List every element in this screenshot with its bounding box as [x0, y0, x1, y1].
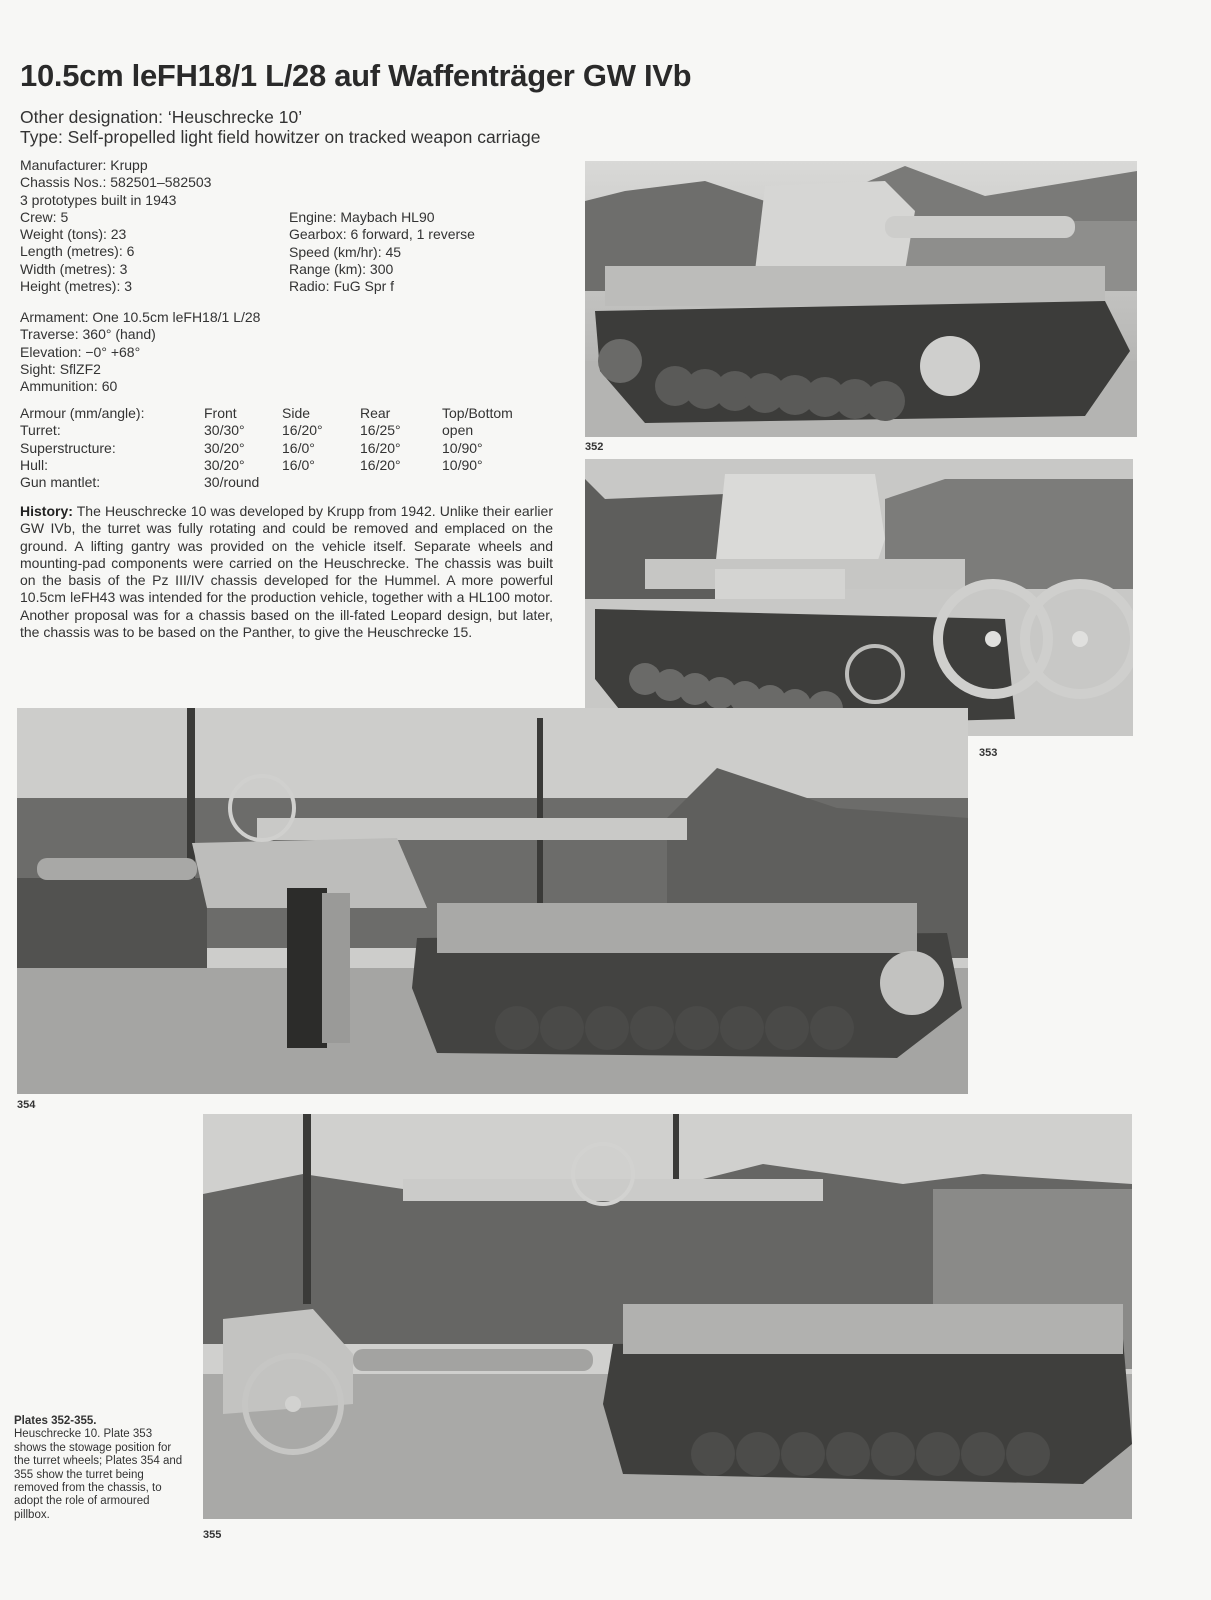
armour-header-label: Armour (mm/angle):: [20, 405, 145, 421]
history-paragraph: [20, 503, 553, 641]
plate-number-354: 354: [17, 1099, 36, 1111]
armour-cell: 10/90°: [442, 456, 483, 473]
armour-cell: Superstructure:: [20, 439, 116, 456]
spec-manufacturer: Manufacturer: Krupp: [20, 157, 148, 173]
spec-gearbox: Gearbox: 6 forward, 1 reverse: [289, 226, 475, 243]
armour-cell: Gun mantlet:: [20, 474, 101, 491]
page-title: 10.5cm leFH18/1 L/28 auf Waffenträger GW IVb: [20, 58, 692, 93]
armour-row-superstructure: [20, 440, 513, 457]
spec-chassis-nos: Chassis Nos.: 582501–582503: [20, 174, 212, 191]
armour-cell: 16/20°: [360, 439, 401, 456]
specs-automotive: [289, 209, 475, 295]
armour-cell: [442, 474, 513, 491]
armour-cell: [282, 474, 360, 491]
spec-height: Height (metres): 3: [20, 278, 133, 295]
history-label: History:: [20, 503, 73, 519]
spec-elevation: Elevation: −0° +68°: [20, 343, 141, 360]
tank-photo-illustration: [585, 161, 1137, 437]
armour-cell: 30/30°: [204, 422, 245, 439]
caption-title: Plates 352-355.: [14, 1415, 97, 1427]
armour-header-row: [20, 405, 513, 422]
plate-number-353: 353: [979, 747, 998, 759]
armour-header-top-bottom: Top/Bottom: [442, 405, 513, 421]
plate-number-355: 355: [203, 1529, 222, 1541]
spec-crew: Crew: 5: [20, 208, 69, 225]
caption-text: Heuschrecke 10. Plate 353 shows the stowage position for the turret wheels; Plates 354 and 355 show the turret being removed from the chassis, to adopt the role of armoured pillbox.: [14, 1428, 183, 1521]
spec-armament: Armament: One 10.5cm leFH18/1 L/28: [20, 309, 261, 325]
vehicle-type: Type: Self-propelled light field howitzer on tracked weapon carriage: [20, 127, 541, 147]
photo-plate-354: [17, 708, 968, 1094]
spec-radio: Radio: FuG Spr f: [289, 278, 395, 295]
spec-width: Width (metres): 3: [20, 260, 128, 277]
armour-cell: open: [442, 422, 474, 439]
armour-row-gun-mantlet: [20, 474, 513, 491]
armour-cell: 10/90°: [442, 439, 483, 456]
armour-header-rear: Rear: [360, 405, 391, 421]
spec-traverse: Traverse: 360° (hand): [20, 326, 156, 343]
armour-table: [20, 405, 513, 491]
spec-ammunition: Ammunition: 60: [20, 378, 118, 395]
armour-cell: Turret:: [20, 422, 61, 439]
armour-cell: Hull:: [20, 456, 49, 473]
armour-cell: 16/0°: [282, 456, 315, 473]
other-designation: Other designation: ‘Heuschrecke 10’: [20, 107, 303, 127]
spec-prototypes: 3 prototypes built in 1943: [20, 191, 177, 208]
plate-number-352: 352: [585, 441, 604, 453]
spec-length: Length (metres): 6: [20, 243, 135, 260]
photo-plate-355: [203, 1114, 1132, 1519]
armour-cell: 30/20°: [204, 456, 245, 473]
armour-cell: 16/20°: [282, 422, 323, 439]
armour-cell: 16/25°: [360, 422, 401, 439]
armour-cell: 30/round: [204, 474, 260, 491]
armour-cell: 30/20°: [204, 439, 245, 456]
spec-sight: Sight: SflZF2: [20, 360, 101, 377]
specs-armament: [20, 309, 260, 395]
tank-photo-illustration: [17, 708, 968, 1094]
spec-engine: Engine: Maybach HL90: [289, 209, 435, 225]
armour-cell: 16/20°: [360, 456, 401, 473]
specs-general: [20, 157, 211, 295]
armour-header-side: Side: [282, 405, 311, 421]
history-text: The Heuschrecke 10 was developed by Krupp from 1942. Unlike their earlier GW IVb, the turret was fully rotating and could be removed and emplaced on the ground. A lifting gantry was provided on the vehicle itself. Separate wheels and mounting-pad components were carried on the Heuschrecke. The chassis was built on the basis of the Pz III/IV chassis developed for the Hummel. A more powerful 10.5cm leFH43 was intended for the production vehicle, together with a HL100 motor. Another proposal was for a chassis based on the ill-fated Leopard design, but later, the chassis was to be based on the Panther, to give the Heuschrecke 15.: [20, 503, 553, 641]
spec-speed: Speed (km/hr): 45: [289, 243, 402, 260]
tank-photo-illustration: [203, 1114, 1132, 1519]
armour-cell: 16/0°: [282, 439, 315, 456]
tank-photo-illustration: [585, 459, 1133, 736]
spec-range: Range (km): 300: [289, 260, 394, 277]
armour-row-turret: [20, 422, 513, 439]
photo-plate-353: [585, 459, 1133, 736]
spec-weight: Weight (tons): 23: [20, 226, 127, 243]
plates-caption: [14, 1415, 186, 1522]
photo-plate-352: [585, 161, 1137, 437]
armour-row-hull: [20, 457, 513, 474]
armour-header-front: Front: [204, 405, 237, 421]
armour-cell: [360, 474, 442, 491]
